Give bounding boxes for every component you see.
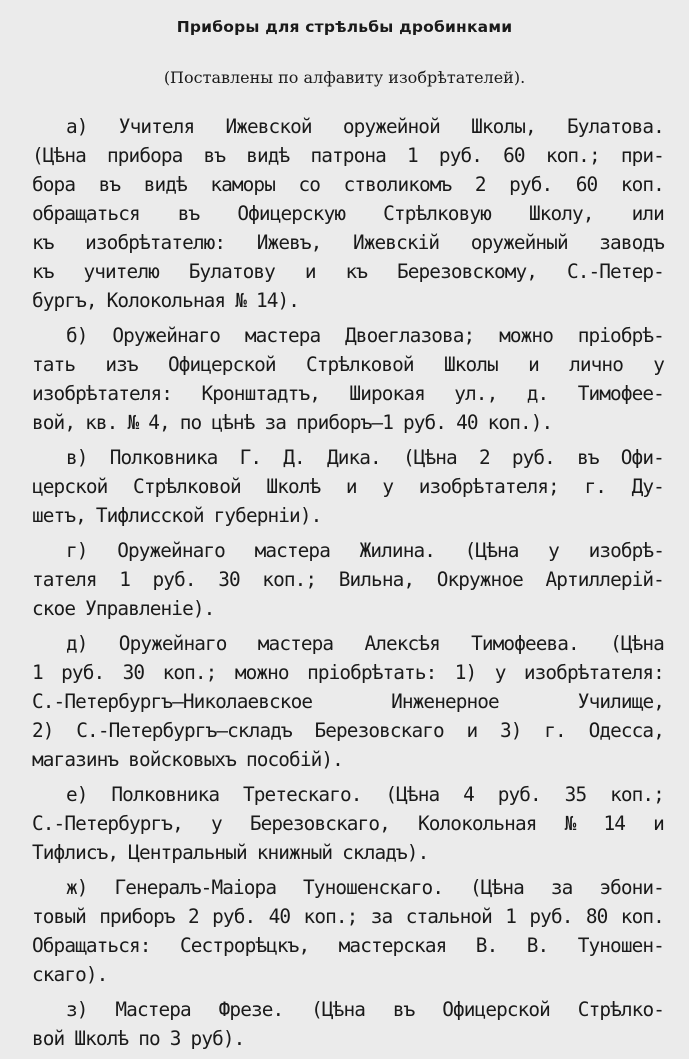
entry-line: е) Полковника Третескаго. (Цѣна 4 руб. 35 коп.; [66, 783, 664, 806]
entry-line: изобрѣтателя: Кронштадтъ, Широкая ул., д. Тимофее- [32, 382, 664, 405]
entry-line: С.-Петербургъ—Николаевское Инженерное Училище, [32, 690, 664, 713]
entry-line: а) Учителя Ижевской оружейной Школы, Булатова. [66, 115, 664, 138]
entry-line: церской Стрѣлковой Школѣ и у изобрѣтателя; г. Ду- [32, 475, 664, 498]
entry-line: шетъ, Тифлисской губерніи). [32, 504, 322, 527]
entry-line: ж) Генералъ-Маіора Туношенскаго. (Цѣна за эбони- [66, 876, 664, 899]
entry-line: Тифлисъ, Центральный книжный складъ). [32, 841, 429, 864]
entry-line: бургъ, Колокольная № 14). [32, 289, 300, 312]
entry-line: б) Оружейнаго мастера Двоеглазова; можно пріобрѣ- [66, 324, 664, 347]
entry-line: обращаться въ Офицерскую Стрѣлковую Школу, или [32, 202, 664, 225]
entry-line: скаго). [32, 963, 108, 986]
entry-paragraph [32, 536, 664, 623]
entry-paragraph [32, 629, 664, 774]
entry-line: къ изобрѣтателю: Ижевъ, Ижевскій оружейный заводъ [32, 231, 664, 254]
entry-line: ское Управленіе). [32, 597, 215, 620]
page-title: Приборы для стрѣльбы дробинками [176, 18, 513, 36]
entry-line: магазинъ войсковыхъ пособій). [32, 748, 343, 771]
entry-line: тать изъ Офицерской Стрѣлковой Школы и лично у [32, 353, 664, 376]
entry-line: товый приборъ 2 руб. 40 коп.; за стальной 1 руб. 80 коп. [32, 905, 664, 928]
entry-line: вой, кв. № 4, по цѣнѣ за приборъ—1 руб. 40 коп.). [32, 411, 553, 434]
entry-paragraph [32, 995, 664, 1053]
entry-line: Обращаться: Сестрорѣцкъ, мастерская В. В. Туношен- [32, 934, 664, 957]
entry-line: д) Оружейнаго мастера Алексѣя Тимофеева. (Цѣна [66, 632, 664, 655]
entry-paragraph [32, 780, 664, 867]
page-subtitle: (Поставлены по алфавиту изобрѣтателей). [163, 68, 526, 87]
entry-line: 1 руб. 30 коп.; можно пріобрѣтать: 1) у изобрѣтателя: [32, 661, 664, 684]
entry-line: бора въ видѣ каморы со стволикомъ 2 руб. 60 коп. [32, 173, 664, 196]
entry-line: в) Полковника Г. Д. Дика. (Цѣна 2 руб. въ Офи- [66, 446, 664, 469]
entries-list [32, 112, 664, 1059]
entry-line: (Цѣна прибора въ видѣ патрона 1 руб. 60 коп.; при- [32, 144, 664, 167]
entry-line: 2) С.-Петербургъ—складъ Березовскаго и 3) г. Одесса, [32, 719, 664, 742]
entry-paragraph [32, 443, 664, 530]
entry-line: з) Мастера Фрезе. (Цѣна въ Офицерской Стрѣлко- [66, 998, 664, 1021]
entry-line: тателя 1 руб. 30 коп.; Вильна, Окружное Артиллерій- [32, 568, 664, 591]
entry-line: вой Школѣ по 3 руб). [32, 1027, 245, 1050]
entry-line: г) Оружейнаго мастера Жилина. (Цѣна у изобрѣ- [66, 539, 664, 562]
entry-line: къ учителю Булатову и къ Березовскому, С.-Петер- [32, 260, 664, 283]
entry-paragraph [32, 873, 664, 989]
entry-paragraph [32, 321, 664, 437]
entry-paragraph [32, 112, 664, 315]
entry-line: С.-Петербургъ, у Березовскаго, Колокольная № 14 и [32, 812, 664, 835]
